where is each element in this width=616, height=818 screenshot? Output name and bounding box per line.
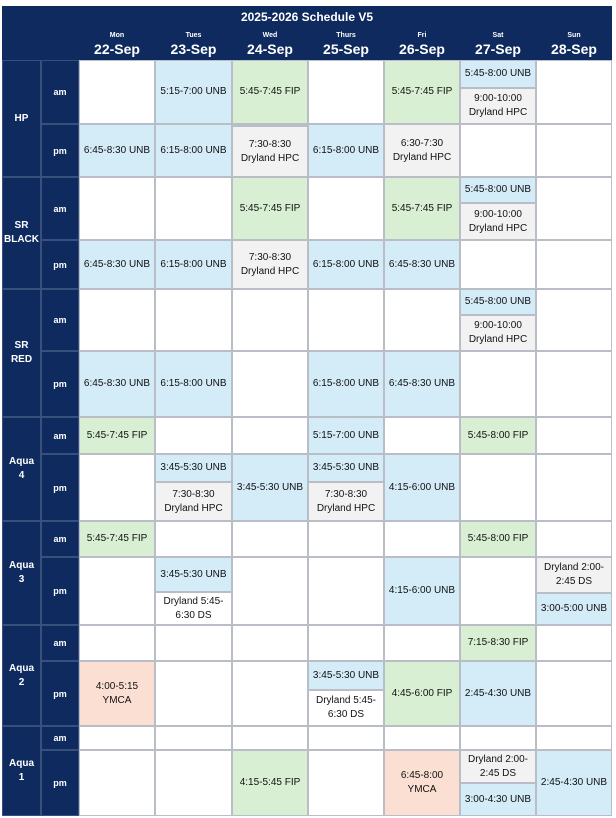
empty-cell <box>308 557 384 625</box>
empty-cell <box>536 521 612 557</box>
day-header <box>308 27 384 60</box>
schedule-entry: 6:15-8:00 UNB <box>308 351 384 417</box>
session-label: am <box>41 289 79 351</box>
schedule-entry: 5:45-8:00 FIP <box>460 417 536 454</box>
day-name: Sun <box>567 31 581 39</box>
schedule-entry: 9:00-10:00 Dryland HPC <box>460 203 536 240</box>
schedule-entry: 6:45-8:30 UNB <box>79 124 155 177</box>
schedule-entry: 7:30-8:30 Dryland HPC <box>155 482 232 521</box>
day-header <box>232 27 308 60</box>
schedule-entry: 5:45-8:00 UNB <box>460 177 536 203</box>
empty-cell <box>536 661 612 726</box>
day-name: Wed <box>262 31 278 39</box>
schedule-entry: 6:15-8:00 UNB <box>155 240 232 289</box>
empty-cell <box>79 750 155 816</box>
schedule-entry: 5:45-7:45 FIP <box>232 60 308 124</box>
schedule-entry: 9:00-10:00 Dryland HPC <box>460 315 536 351</box>
day-date: 22-Sep <box>94 40 140 57</box>
empty-cell <box>460 124 536 177</box>
empty-cell <box>79 60 155 124</box>
schedule-entry: 6:15-8:00 UNB <box>155 351 232 417</box>
empty-cell <box>536 177 612 240</box>
schedule-entry: Dryland 2:00-2:45 DS <box>536 557 612 593</box>
session-label: pm <box>41 351 79 417</box>
empty-cell <box>308 60 384 124</box>
day-date: 24-Sep <box>247 40 293 57</box>
day-date: 26-Sep <box>399 40 445 57</box>
schedule-entry: Dryland 5:45-6:30 DS <box>308 690 384 726</box>
empty-cell <box>384 625 460 661</box>
empty-cell <box>232 557 308 625</box>
schedule-entry: 4:45-6:00 FIP <box>384 661 460 726</box>
group-label: SR RED <box>2 289 41 417</box>
empty-cell <box>460 557 536 625</box>
group-label: HP <box>2 60 41 177</box>
schedule-entry: 4:15-6:00 UNB <box>384 557 460 625</box>
empty-cell <box>536 60 612 124</box>
schedule-entry: 5:45-8:00 UNB <box>460 60 536 88</box>
schedule-entry: 2:45-4:30 UNB <box>460 661 536 726</box>
schedule-entry: 4:15-6:00 UNB <box>384 454 460 521</box>
empty-cell <box>155 726 232 750</box>
schedule-entry: 6:45-8:30 UNB <box>384 240 460 289</box>
group-label: Aqua 1 <box>2 726 41 816</box>
day-name: Thurs <box>336 31 356 39</box>
schedule-entry: 3:00-5:00 UNB <box>536 593 612 625</box>
schedule-entry: 3:45-5:30 UNB <box>232 454 308 521</box>
day-header <box>384 27 460 60</box>
empty-cell <box>308 177 384 240</box>
day-date: 23-Sep <box>170 40 217 57</box>
schedule-entry: 5:45-7:45 FIP <box>232 177 308 240</box>
group-label: SR BLACK <box>2 177 41 289</box>
empty-cell <box>155 750 232 816</box>
schedule-entry: 6:15-8:00 UNB <box>155 124 232 177</box>
session-label: pm <box>41 750 79 816</box>
schedule-entry: 5:45-7:45 FIP <box>384 177 460 240</box>
empty-cell <box>536 417 612 454</box>
schedule-entry: 3:45-5:30 UNB <box>155 454 232 482</box>
day-date: 27-Sep <box>475 40 521 57</box>
empty-cell <box>536 454 612 521</box>
schedule-entry: 7:30-8:30 Dryland HPC <box>308 482 384 521</box>
empty-cell <box>536 625 612 661</box>
schedule-entry: 4:00-5:15 YMCA <box>79 661 155 726</box>
schedule-entry: 6:45-8:30 UNB <box>79 351 155 417</box>
empty-cell <box>79 726 155 750</box>
day-name: Tues <box>185 31 202 39</box>
session-label: pm <box>41 557 79 625</box>
schedule-entry: 6:45-8:30 UNB <box>384 351 460 417</box>
empty-cell <box>79 625 155 661</box>
day-date: 25-Sep <box>323 40 369 57</box>
empty-cell <box>308 289 384 351</box>
empty-cell <box>308 726 384 750</box>
schedule-entry: 6:15-8:00 UNB <box>308 124 384 177</box>
schedule-entry: 9:00-10:00 Dryland HPC <box>460 88 536 124</box>
empty-cell <box>155 417 232 454</box>
schedule-entry: 4:15-5:45 FIP <box>232 750 308 816</box>
empty-cell <box>155 289 232 351</box>
schedule-entry: Dryland 5:45-6:30 DS <box>155 592 232 625</box>
schedule-entry: 6:45-8:00 YMCA <box>384 750 460 816</box>
group-label: Aqua 2 <box>2 625 41 726</box>
session-label: am <box>41 521 79 557</box>
day-header <box>460 27 536 60</box>
empty-cell <box>232 661 308 726</box>
schedule-entry: Dryland 2:00-2:45 DS <box>460 750 536 783</box>
empty-cell <box>536 124 612 177</box>
empty-cell <box>232 289 308 351</box>
session-label: am <box>41 417 79 454</box>
empty-cell <box>460 240 536 289</box>
session-label: pm <box>41 124 79 177</box>
day-header <box>155 27 232 60</box>
schedule-entry: 6:15-8:00 UNB <box>308 240 384 289</box>
empty-cell <box>155 625 232 661</box>
schedule-entry: 5:45-7:45 FIP <box>79 521 155 557</box>
session-label: am <box>41 60 79 124</box>
day-header <box>536 27 612 60</box>
day-header <box>79 27 155 60</box>
schedule-entry: 5:15-7:00 UNB <box>308 417 384 454</box>
empty-cell <box>232 417 308 454</box>
schedule-entry: 2:45-4:30 UNB <box>536 750 612 816</box>
schedule-entry: 5:45-7:45 FIP <box>79 417 155 454</box>
empty-cell <box>384 521 460 557</box>
empty-cell <box>308 625 384 661</box>
empty-cell <box>155 661 232 726</box>
group-label: Aqua 3 <box>2 521 41 625</box>
empty-cell <box>79 454 155 521</box>
schedule-entry: 3:45-5:30 UNB <box>308 661 384 690</box>
schedule-entry: 5:45-7:45 FIP <box>384 60 460 124</box>
empty-cell <box>232 625 308 661</box>
session-label: pm <box>41 661 79 726</box>
schedule-entry: 6:30-7:30 Dryland HPC <box>384 124 460 177</box>
day-name: Sat <box>492 31 504 39</box>
schedule-entry: 7:15-8:30 FIP <box>460 625 536 661</box>
empty-cell <box>384 289 460 351</box>
schedule-entry: 3:45-5:30 UNB <box>308 454 384 482</box>
empty-cell <box>536 726 612 750</box>
session-label: am <box>41 177 79 240</box>
empty-cell <box>79 557 155 625</box>
empty-cell <box>384 726 460 750</box>
empty-cell <box>460 351 536 417</box>
schedule-entry: 6:45-8:30 UNB <box>79 240 155 289</box>
schedule-entry: 5:45-8:00 FIP <box>460 521 536 557</box>
session-label: pm <box>41 240 79 289</box>
schedule-entry: 7:30-8:30 Dryland HPC <box>232 240 308 289</box>
empty-cell <box>384 417 460 454</box>
empty-cell <box>536 351 612 417</box>
header-corner <box>2 27 79 60</box>
schedule-entry: 3:00-4:30 UNB <box>460 783 536 816</box>
day-date: 28-Sep <box>551 40 597 57</box>
schedule-title: 2025-2026 Schedule V5 <box>2 6 612 27</box>
empty-cell <box>232 351 308 417</box>
session-label: pm <box>41 454 79 521</box>
empty-cell <box>155 177 232 240</box>
schedule-entry: 5:45-8:00 UNB <box>460 289 536 315</box>
empty-cell <box>232 726 308 750</box>
empty-cell <box>232 521 308 557</box>
empty-cell <box>536 289 612 351</box>
session-label: am <box>41 625 79 661</box>
group-label: Aqua 4 <box>2 417 41 521</box>
schedule-entry: 3:45-5:30 UNB <box>155 557 232 592</box>
schedule-entry: 7:30-8:30 Dryland HPC <box>232 126 308 177</box>
empty-cell <box>460 726 536 750</box>
empty-cell <box>460 454 536 521</box>
schedule-entry: 5:15-7:00 UNB <box>155 60 232 124</box>
day-name: Fri <box>417 31 427 39</box>
session-label: am <box>41 726 79 750</box>
empty-cell <box>79 289 155 351</box>
empty-cell <box>155 521 232 557</box>
empty-cell <box>308 750 384 816</box>
empty-cell <box>536 240 612 289</box>
empty-cell <box>79 177 155 240</box>
day-name: Mon <box>109 31 125 39</box>
empty-cell <box>308 521 384 557</box>
